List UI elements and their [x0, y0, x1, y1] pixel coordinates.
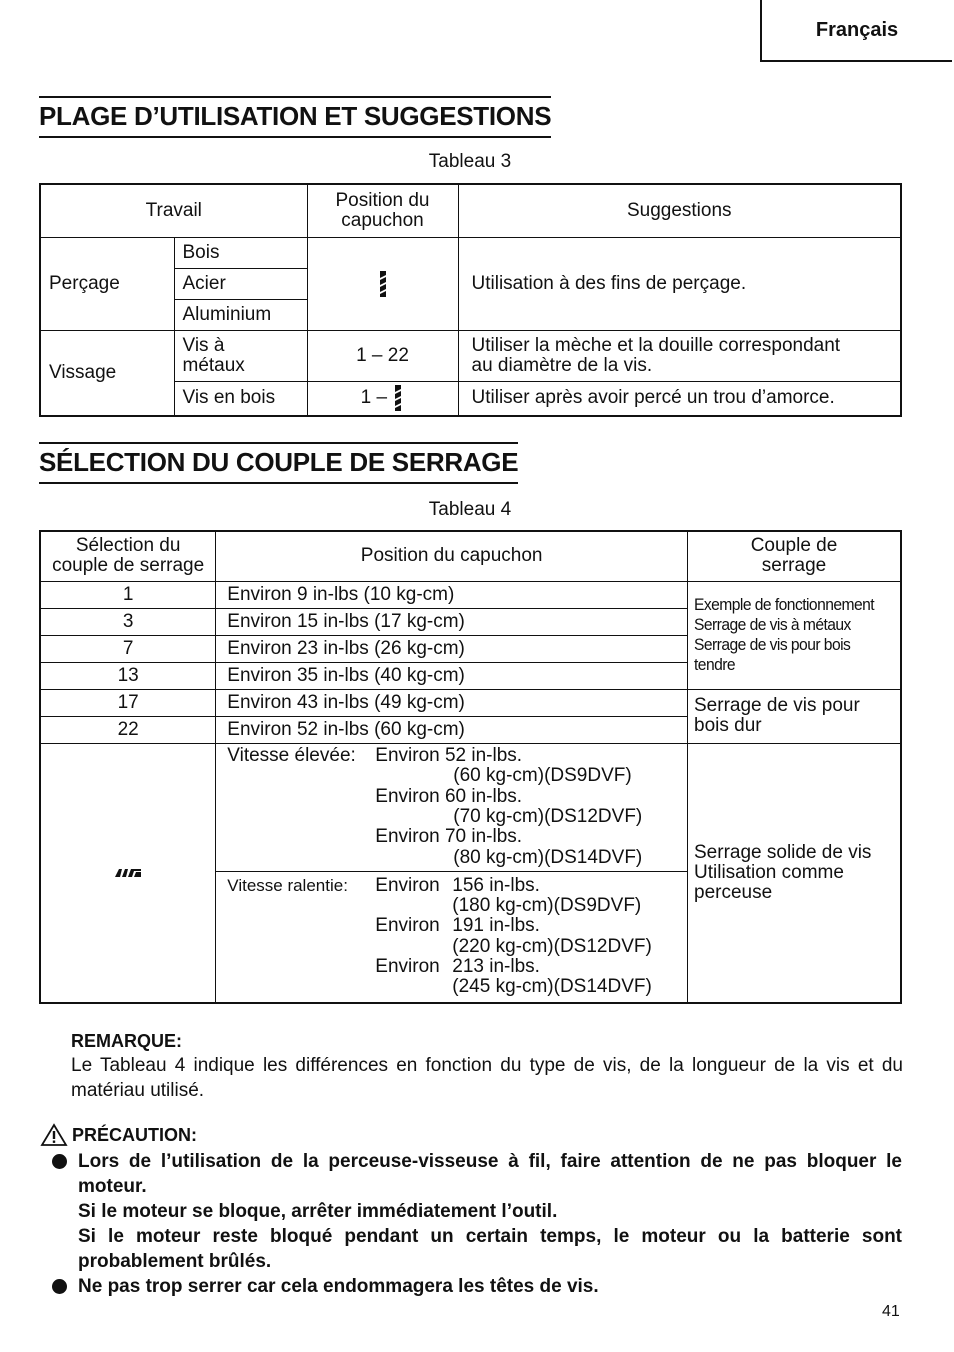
screw-suggestion-metal: Utiliser la mèche et la douille correspondant au diamètre de la vis. [458, 330, 901, 381]
header-suggestions: Suggestions [458, 184, 901, 237]
selection-value: 22 [40, 716, 216, 743]
torque-group-soft [688, 581, 902, 689]
caution-title: PRÉCAUTION: [72, 1124, 197, 1145]
table-row [40, 330, 901, 381]
language-tab [760, 0, 952, 62]
low-speed-label: Vitesse ralentie: [227, 875, 348, 895]
low-speed-word: Environ [375, 915, 440, 937]
note-text: Le Tableau 4 indique les différences en fonction du type de vis, de la longueur de la vis et du matériau utilisé. [71, 1055, 903, 1101]
material-wood: Bois [174, 237, 307, 268]
table-header-row [40, 184, 901, 237]
low-speed-detail: (245 kg-cm)(DS14DVF) [452, 976, 652, 998]
caution-line: Si le moteur se bloque, arrêter immédiatement l’outil. [78, 1201, 558, 1222]
high-speed-value: Environ 70 in-lbs. [375, 826, 523, 848]
low-speed-word: Environ [375, 874, 440, 896]
low-speed-word: Environ [375, 956, 440, 978]
table-row [40, 581, 901, 608]
screw-position-metal: 1 – 22 [307, 330, 458, 381]
screw-position-wood-text: 1 – [360, 387, 388, 409]
drill-icon [392, 384, 404, 412]
high-speed-value: Environ 52 in-lbs. [375, 745, 523, 767]
material-steel: Acier [174, 268, 307, 299]
torque-group-strong: Serrage solide de vis Utilisation comme perceuse [688, 743, 902, 1003]
table3-caption: Tableau 3 [428, 151, 512, 172]
material-aluminium: Aluminium [174, 299, 307, 330]
table4-caption: Tableau 4 [428, 499, 512, 520]
note-title: REMARQUE: [71, 1031, 182, 1051]
torque-table [39, 530, 902, 1004]
screwing-label: Vissage [40, 330, 174, 416]
bullet-icon [52, 1279, 67, 1294]
high-speed-detail: (80 kg-cm)(DS14DVF) [453, 846, 643, 868]
caution-line: Lors de l’utilisation de la perceuse-visseuse à fil, faire attention de ne pas bloquer le moteur. [78, 1151, 902, 1197]
position-value: Environ 35 in-lbs (40 kg-cm) [216, 662, 688, 689]
low-speed-detail: (220 kg-cm)(DS12DVF) [452, 935, 652, 957]
selection-value: 13 [40, 662, 216, 689]
caution-heading [40, 1123, 197, 1147]
high-speed-detail: (60 kg-cm)(DS9DVF) [453, 765, 632, 787]
table-row [40, 237, 901, 268]
screw-type-metal: Vis à métaux [174, 330, 307, 381]
drill-mode-icon [114, 868, 142, 878]
selection-value: 7 [40, 635, 216, 662]
screw-type-wood: Vis en bois [174, 381, 307, 416]
drilling-label: Perçage [40, 237, 174, 330]
torque-group-hard: Serrage de vis pour bois dur [688, 689, 902, 743]
table-row [40, 743, 901, 871]
language-label: Français [815, 18, 899, 41]
low-speed-detail: (180 kg-cm)(DS9DVF) [452, 895, 642, 917]
bullet-icon [52, 1154, 67, 1169]
header-work: Travail [40, 184, 307, 237]
low-speed-value: 213 in-lbs. [452, 956, 540, 978]
list-item [50, 1274, 902, 1299]
high-speed-label: Vitesse élevée: [227, 745, 356, 767]
section-title-torque: SÉLECTION DU COUPLE DE SERRAGE [39, 442, 518, 484]
header-selection: Sélection du couple de serrage [40, 531, 216, 581]
selection-value: 17 [40, 689, 216, 716]
low-speed-value: 191 in-lbs. [452, 915, 540, 937]
torque-group-soft-text: Exemple de fonctionnement Serrage de vis à métaux Serrage de vis pour bois tendre [694, 595, 875, 674]
drill-mode-cell [40, 743, 216, 1003]
position-value: Environ 52 in-lbs (60 kg-cm) [216, 716, 688, 743]
caution-list [50, 1149, 902, 1299]
high-speed-cell [216, 743, 688, 871]
selection-value: 3 [40, 608, 216, 635]
page-number: 41 [882, 1303, 900, 1320]
low-speed-value: 156 in-lbs. [452, 874, 540, 896]
drilling-suggestion: Utilisation à des fins de perçage. [458, 237, 901, 330]
warning-triangle-icon [40, 1123, 68, 1147]
list-item [50, 1149, 902, 1274]
screw-suggestion-wood: Utiliser après avoir percé un trou d’amorce. [458, 381, 901, 416]
header-position: Position du capuchon [216, 531, 688, 581]
section-title-usage: PLAGE D’UTILISATION ET SUGGESTIONS [39, 96, 551, 138]
screw-position-wood [307, 381, 458, 416]
position-value: Environ 43 in-lbs (49 kg-cm) [216, 689, 688, 716]
position-value: Environ 15 in-lbs (17 kg-cm) [216, 608, 688, 635]
high-speed-value: Environ 60 in-lbs. [375, 785, 523, 807]
position-value: Environ 23 in-lbs (26 kg-cm) [216, 635, 688, 662]
header-torque: Couple de serrage [688, 531, 902, 581]
caution-line: Ne pas trop serrer car cela endommagera les têtes de vis. [78, 1276, 599, 1297]
position-value: Environ 9 in-lbs (10 kg-cm) [216, 581, 688, 608]
table-header-row [40, 531, 901, 581]
caution-line: Si le moteur reste bloqué pendant un certain temps, le moteur ou la batterie sont probablement brûlés. [78, 1226, 902, 1272]
low-speed-cell [216, 871, 688, 1003]
drill-icon [377, 270, 389, 298]
usage-table [39, 183, 902, 417]
header-position: Position du capuchon [307, 184, 458, 237]
drill-position-cell [307, 237, 458, 330]
selection-value: 1 [40, 581, 216, 608]
high-speed-detail: (70 kg-cm)(DS12DVF) [453, 806, 643, 827]
table-row [40, 689, 901, 716]
